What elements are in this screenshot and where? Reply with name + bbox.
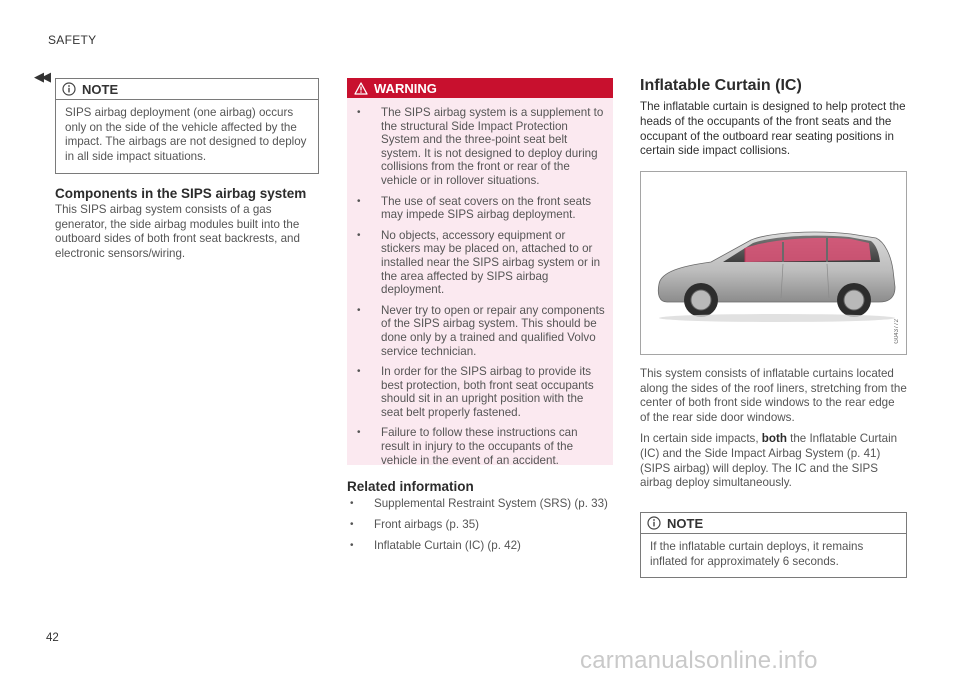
car-illustration xyxy=(640,171,907,355)
related-link[interactable]: • Inflatable Curtain (IC) (p. 42) xyxy=(350,539,521,552)
warning-triangle-icon xyxy=(354,82,368,95)
related-link[interactable]: • Supplemental Restraint System (SRS) (p. 33) xyxy=(350,497,608,510)
note-box xyxy=(55,78,319,174)
warning-box xyxy=(347,78,613,465)
note-title: NOTE xyxy=(82,81,119,97)
note-text: If the inflatable curtain deploys, it remains inflated for approximately 6 seconds. xyxy=(650,540,864,568)
list-item: • Never try to open or repair any components of the SIPS airbag system. This should be done only by a trained and qualified Volvo service technician. xyxy=(357,303,605,358)
note-box-2 xyxy=(640,512,907,578)
related-heading: Related information xyxy=(347,479,474,494)
related-link[interactable]: • Front airbags (p. 35) xyxy=(350,518,480,531)
list-item: • No objects, accessory equipment or stickers may be placed on, attached to or installed near the SIPS airbag system or in the area affected by SIPS airbag deployment. xyxy=(357,228,601,297)
warning-list xyxy=(347,98,613,477)
components-section xyxy=(55,186,319,261)
list-item: • Failure to follow these instructions can result in injury to the occupants of the vehicle in the event of an accident. xyxy=(357,426,578,467)
note-title: NOTE xyxy=(667,515,704,531)
page-number: 42 xyxy=(46,632,59,644)
components-heading: Components in the SIPS airbag system xyxy=(55,186,307,201)
related-list xyxy=(347,497,613,553)
list-item: • The use of seat covers on the front seats may impede SIPS airbag deployment. xyxy=(357,194,592,222)
info-icon xyxy=(647,516,661,530)
list-item: • The SIPS airbag system is a supplement to the structural Side Impact Protection System and the three-point seat belt system. It is not designed to deploy during collisions from the front or rear of the vehicle or in rollover situations. xyxy=(357,106,604,187)
section-label: SAFETY xyxy=(48,33,97,47)
ic-para2: In certain side impacts, both the Inflatable Curtain (IC) and the Side Impact Airbag System (p. 41) (SIPS airbag) will deploy. The IC and the SIPS airbag deploy simultaneously. xyxy=(640,432,898,490)
car-curtain-diagram xyxy=(641,172,906,354)
ic-intro: The inflatable curtain is designed to help protect the heads of the occupants of the front seats and the occupant of the outboard rear seating positions in certain side impact collisions. xyxy=(640,100,906,158)
figure-code: G043772 xyxy=(894,319,900,344)
ic-title: Inflatable Curtain (IC) xyxy=(640,77,802,94)
info-icon xyxy=(62,82,76,96)
note-text: SIPS airbag deployment (one airbag) occurs only on the side of the vehicle affected by the impact. The airbags are not designed to deploy in all side impact situations. xyxy=(65,106,307,163)
list-item: • In order for the SIPS airbag to provide its best protection, both front seat occupants should sit in an upright position with the seat belt properly fastened. xyxy=(357,365,594,419)
components-text: This SIPS airbag system consists of a gas generator, the side airbag modules built into the outboard sides of both front seat backrests, and electronic sensors/wiring. xyxy=(55,203,300,260)
ic-body xyxy=(640,367,907,491)
ic-section xyxy=(640,77,907,159)
ic-para1: This system consists of inflatable curtains located along the sides of the roof liners, stretching from the center of both front side windows to the rear edge of the rear side door windows. xyxy=(640,367,907,424)
watermark: carmanualsonline.info xyxy=(580,647,818,674)
related-section xyxy=(347,479,613,560)
warning-title: WARNING xyxy=(374,80,437,96)
back-arrow-icon[interactable]: ◀◀ xyxy=(34,69,48,84)
